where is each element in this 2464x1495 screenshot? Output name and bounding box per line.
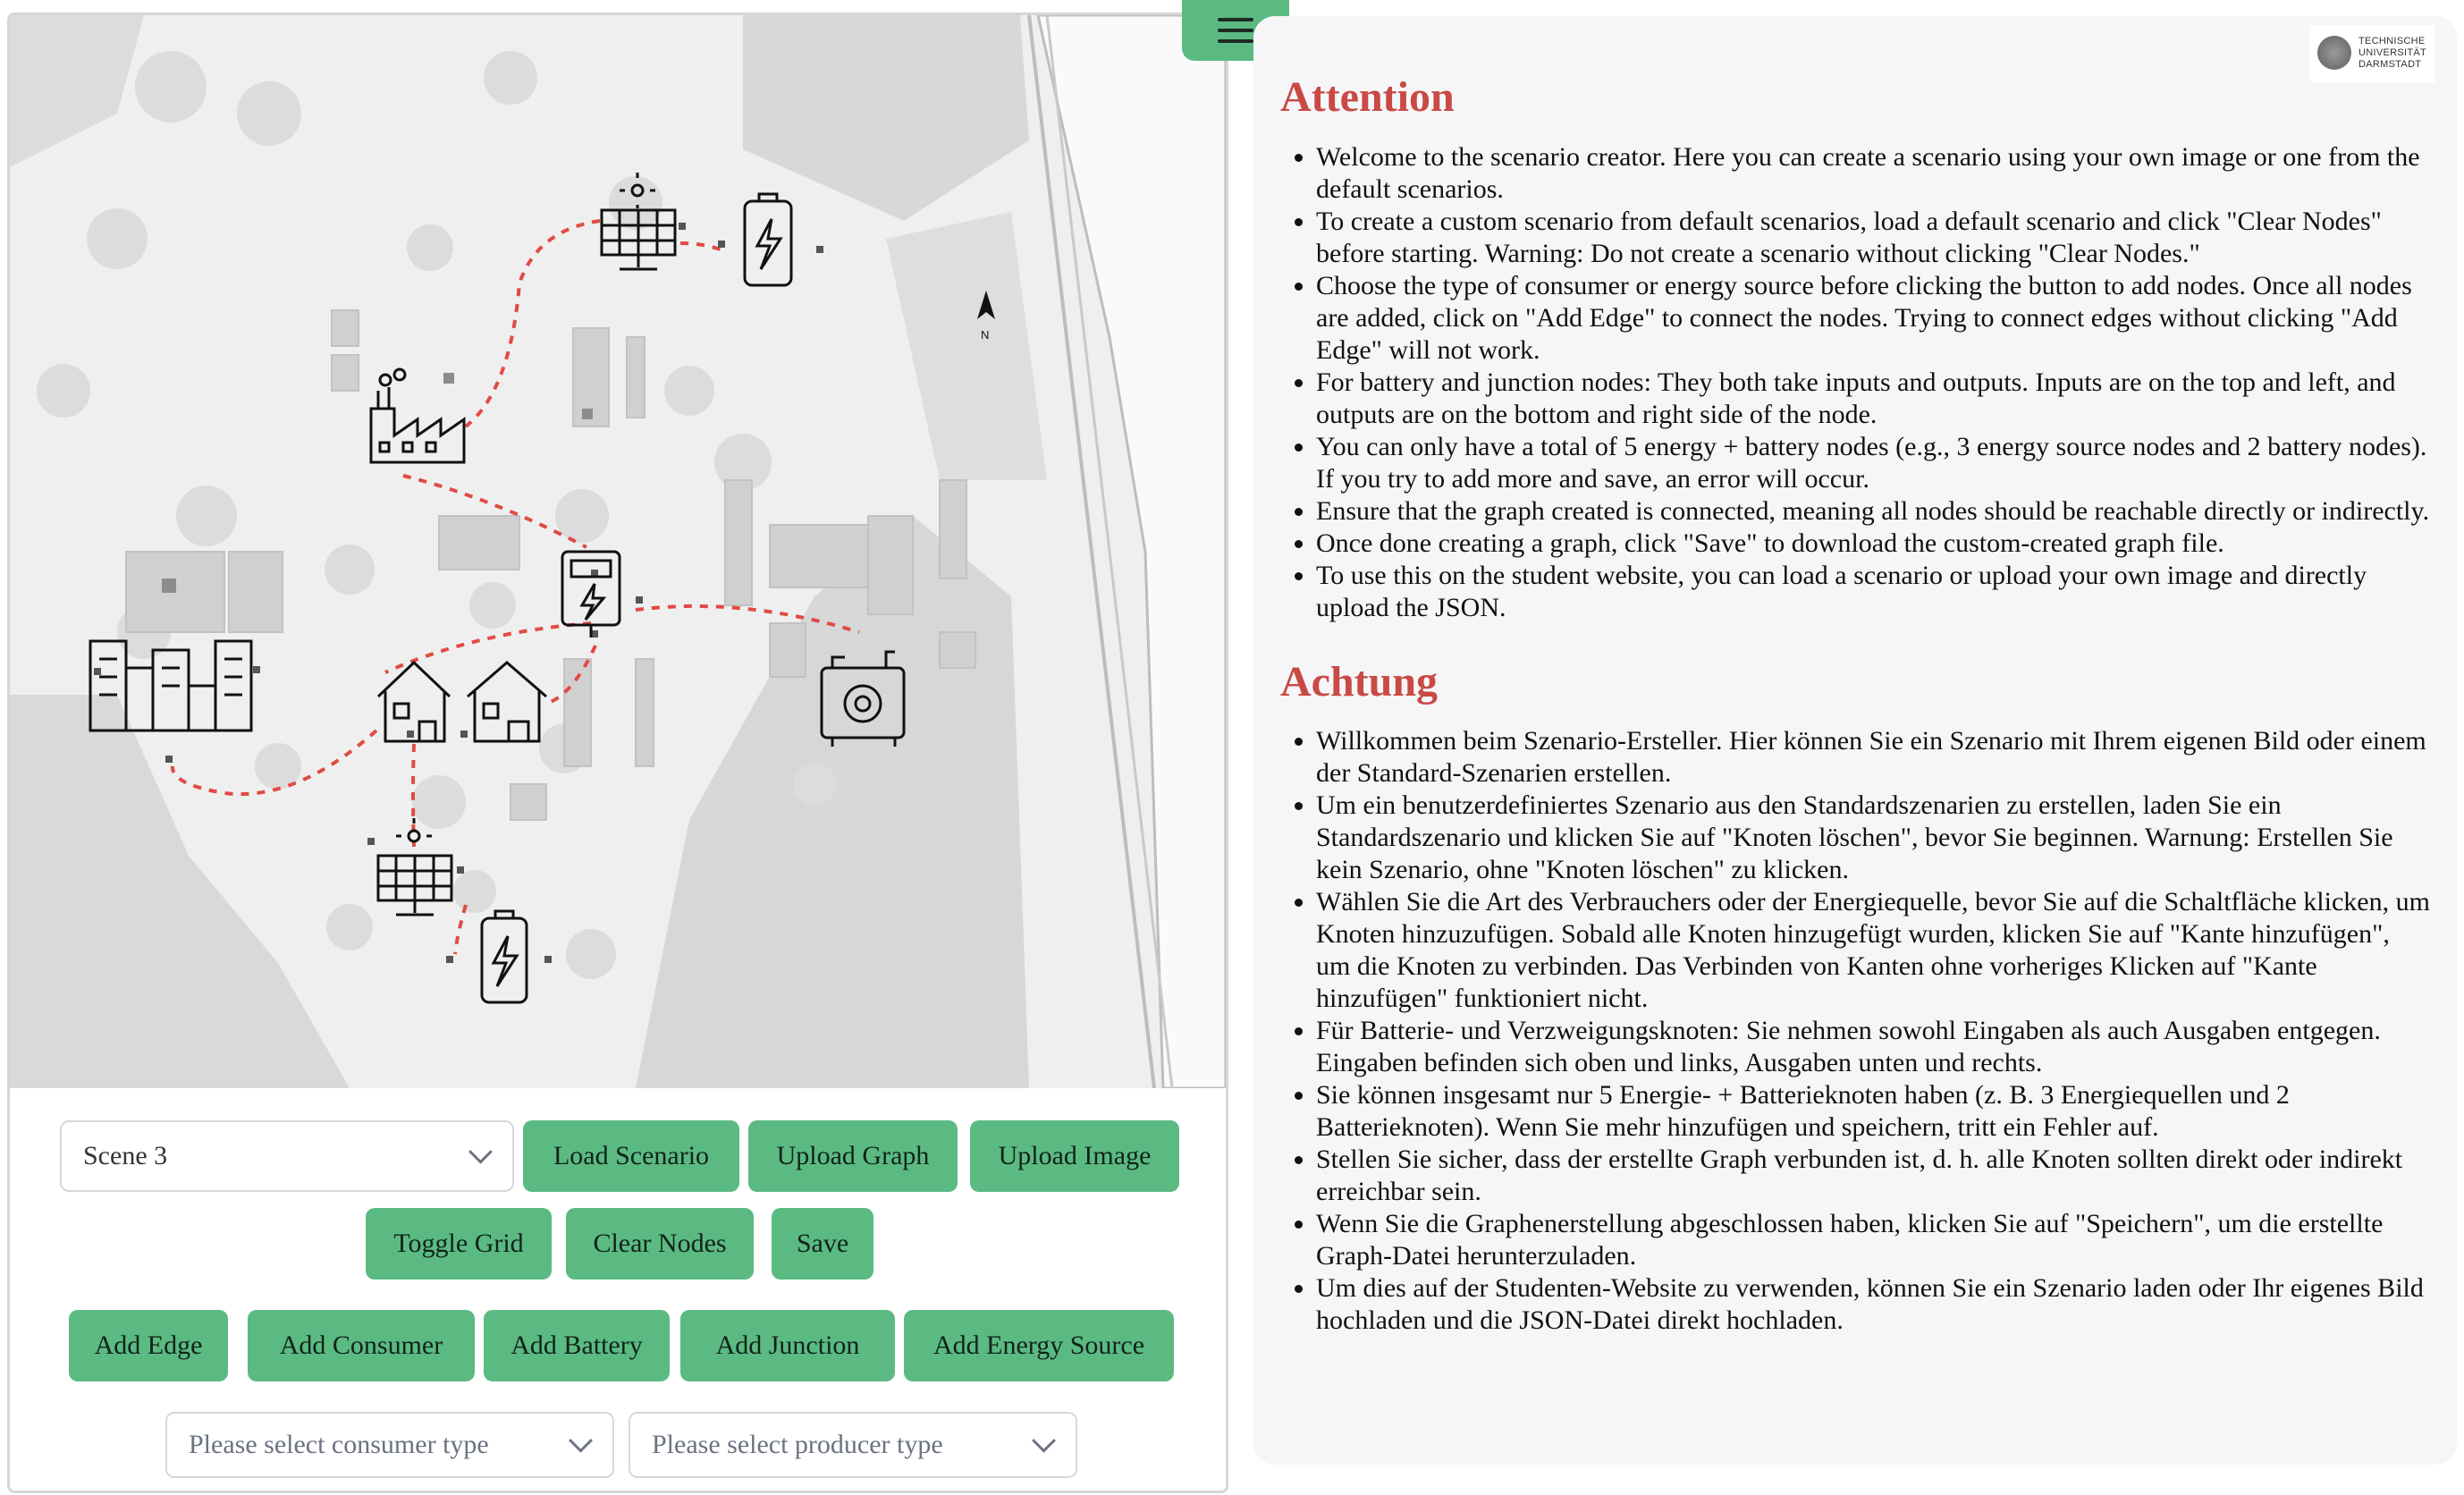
achtung-list (1280, 725, 2430, 1337)
load-scenario-button[interactable]: Load Scenario (523, 1120, 739, 1192)
logo-line: DARMSTADT (2359, 59, 2422, 70)
scene-select[interactable] (60, 1120, 514, 1192)
logo-line: UNIVERSITÄT (2359, 47, 2427, 58)
instructions-panel (1253, 16, 2457, 1465)
list-item: • Um ein benutzerdefiniertes Szenario aus den Standardszenarien zu erstellen, laden Sie ein Standardszenario und klicken Sie auf "Knoten löschen", bevor Sie beginnen. Warnung: Erstellen Sie kein Szenario, ohne "Knoten löschen" zu klicken. (1316, 790, 2430, 886)
campus-map-canvas[interactable] (10, 15, 1226, 1088)
list-item: • Stellen Sie sicher, dass der erstellte Graph verbunden ist, d. h. alle Knoten sollten direkt oder indirekt erreichbar sein. (1316, 1144, 2430, 1208)
list-item: • Für Batterie- und Verzweigungsknoten: Sie nehmen sowohl Eingaben als auch Ausgaben entgegen. Eingaben befinden sich oben und links, Ausgaben unten und rechts. (1316, 1015, 2430, 1079)
compass-label: N (981, 328, 990, 342)
add-consumer-button[interactable]: Add Consumer (248, 1310, 475, 1381)
clear-nodes-button[interactable]: Clear Nodes (566, 1208, 754, 1280)
producer-type-select[interactable] (629, 1412, 1077, 1478)
consumer-type-placeholder: Please select consumer type (189, 1430, 489, 1459)
toggle-grid-button[interactable]: Toggle Grid (366, 1208, 552, 1280)
save-button[interactable]: Save (772, 1208, 873, 1280)
list-item: • You can only have a total of 5 energy + battery nodes (e.g., 3 energy source nodes and 2 battery nodes). If you try to add more and save, an error will occur. (1316, 431, 2430, 495)
chevron-down-icon (569, 1429, 593, 1453)
list-item: • To create a custom scenario from default scenarios, load a default scenario and click "Clear Nodes" before starting. Warning: Do not create a scenario without clicking "Clear Nodes." (1316, 206, 2430, 270)
chevron-down-icon (468, 1140, 493, 1164)
upload-graph-button[interactable]: Upload Graph (748, 1120, 958, 1192)
attention-title: Attention (1280, 73, 1455, 121)
scenario-editor-panel (7, 13, 1228, 1493)
add-junction-button[interactable]: Add Junction (680, 1310, 895, 1381)
list-item: • Wenn Sie die Graphenerstellung abgeschlossen haben, klicken Sie auf "Speichern", um die erstellte Graph-Datei herunterzuladen. (1316, 1208, 2430, 1272)
upload-image-button[interactable]: Upload Image (970, 1120, 1179, 1192)
attention-list (1280, 141, 2430, 624)
map-drawing (10, 15, 1226, 1088)
logo-line: TECHNISCHE (2359, 36, 2426, 46)
add-edge-button[interactable]: Add Edge (69, 1310, 228, 1381)
scene-select-value: Scene 3 (83, 1141, 168, 1170)
list-item: • Choose the type of consumer or energy source before clicking the button to add nodes. Once all nodes are added, click on "Add Edge" to connect the nodes. Trying to connect edges without clicking "Add Edge" will not work. (1316, 270, 2430, 367)
list-item: • Sie können insgesamt nur 5 Energie- + Batterieknoten haben (z. B. 3 Energiequellen und 2 Batterieknoten). Wenn Sie mehr hinzufügen und speichern, tritt ein Fehler auf. (1316, 1079, 2430, 1144)
chevron-down-icon (1032, 1429, 1056, 1453)
producer-type-placeholder: Please select producer type (652, 1430, 943, 1459)
list-item: • Willkommen beim Szenario-Ersteller. Hier können Sie ein Szenario mit Ihrem eigenen Bild oder einem der Standard-Szenarien erstellen. (1316, 725, 2430, 790)
list-item: • To use this on the student website, you can load a scenario or upload your own image and directly upload the JSON. (1316, 560, 2430, 624)
list-item: • For battery and junction nodes: They both take inputs and outputs. Inputs are on the top and left, and outputs are on the bottom and right side of the node. (1316, 367, 2430, 431)
list-item: • Ensure that the graph created is connected, meaning all nodes should be reachable directly or indirectly. (1316, 495, 2430, 528)
logo-seal-icon (2317, 36, 2351, 70)
list-item: • Um dies auf der Studenten-Website zu verwenden, können Sie ein Szenario laden oder Ihr eigenes Bild hochladen und die JSON-Datei direkt hochladen. (1316, 1272, 2430, 1337)
achtung-title: Achtung (1280, 657, 1439, 705)
list-item: • Welcome to the scenario creator. Here you can create a scenario using your own image or one from the default scenarios. (1316, 141, 2430, 206)
add-energy-source-button[interactable]: Add Energy Source (904, 1310, 1174, 1381)
add-battery-button[interactable]: Add Battery (484, 1310, 670, 1381)
consumer-type-select[interactable] (165, 1412, 614, 1478)
university-logo (2310, 25, 2435, 82)
list-item: • Wählen Sie die Art des Verbrauchers oder der Energiequelle, bevor Sie auf die Schaltfläche klicken, um Knoten hinzuzufügen. Sobald alle Knoten hinzugefügt wurden, klicken Sie auf "Kante hinzufügen", um die Knoten zu verbinden. Das Verbinden von Kanten ohne vorheriges Klicken auf "Kante hinzufügen" funktioniert nicht. (1316, 886, 2430, 1015)
list-item: • Once done creating a graph, click "Save" to download the custom-created graph file. (1316, 528, 2430, 560)
